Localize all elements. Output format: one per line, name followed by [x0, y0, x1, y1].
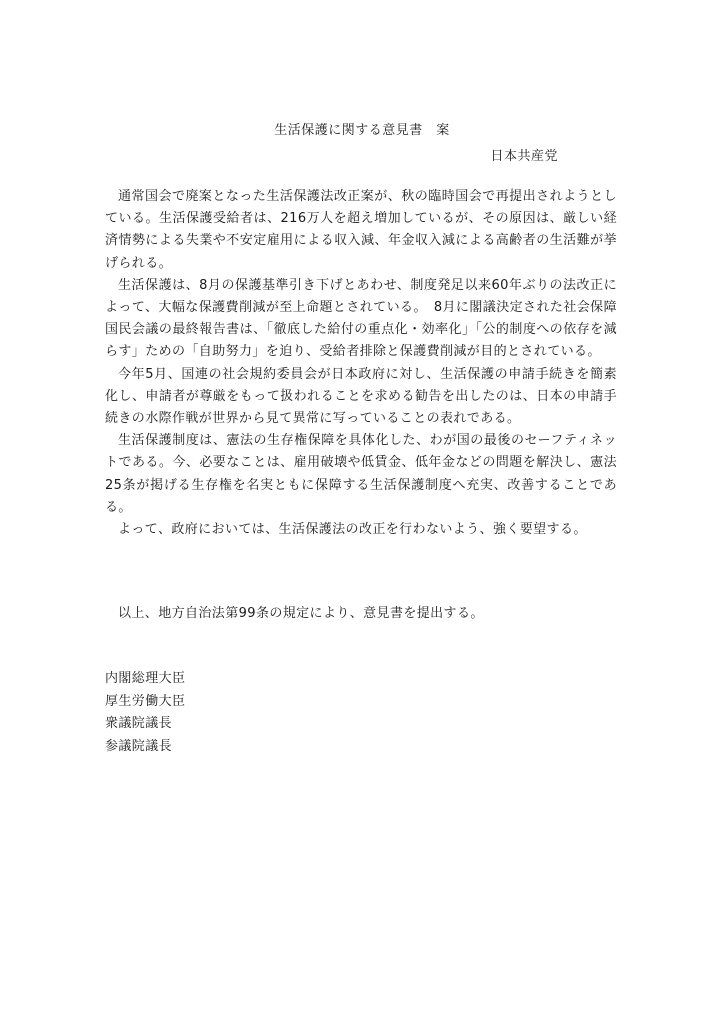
- recipient: 内閣総理大臣: [105, 671, 186, 686]
- paragraph: 生活保護は、8月の保護基準引き下げとあわせ、制度発足以来60年ぶりの法改正によって、大幅な保護費削減が至上命題とされている。 8月に閣議決定された社会保障国民会議の最終報告書は、「徹底した給付の重点化・効率化」「公的制度への依存を減らす」ための「自助努力」を迫り、受給者排除と保護費削減が目的とされている。: [105, 277, 617, 360]
- recipient: 参議院議長: [105, 738, 173, 754]
- paragraph: 今年5月、国連の社会規約委員会が日本政府に対し、生活保護の申請手続きを簡素化し、申請者が尊厳をもって扱われることを求める勧告を出したのは、日本の申請手続きの水際作戦が世界から見て異常に写っていることの表れである。: [105, 366, 617, 427]
- paragraph: よって、政府においては、生活保護法の改正を行わないよう、強く要望する。: [118, 522, 587, 538]
- closing-statement: 以上、地方自治法第99条の規定により、意見書を提出する。: [118, 606, 484, 621]
- recipient-list: [105, 668, 305, 758]
- submitter-party: 日本共産党: [490, 149, 558, 164]
- recipient: 衆議院議長: [105, 716, 173, 731]
- paragraph: 通常国会で廃案となった生活保護法改正案が、秋の臨時国会で再提出されようとしている。生活保護受給者は、216万人を超え増加しているが、その原因は、厳しい経済情勢による失業や不安定雇用による収入減、年金収入減による高齢者の生活難が挙げられる。: [105, 189, 617, 271]
- recipient: 厚生労働大臣: [105, 693, 186, 709]
- document-title: 生活保護に関する意見書 案: [274, 123, 450, 138]
- paragraph: 生活保護制度は、憲法の生存権保障を具体化した、わが国の最後のセーフティネットである。今、必要なことは、雇用破壊や低賃金、低年金などの問題を解決し、憲法25条が掲げる生存権を名実ともに保障する生活保護制度へ充実、改善することである。: [105, 433, 617, 515]
- document-body: [105, 186, 617, 541]
